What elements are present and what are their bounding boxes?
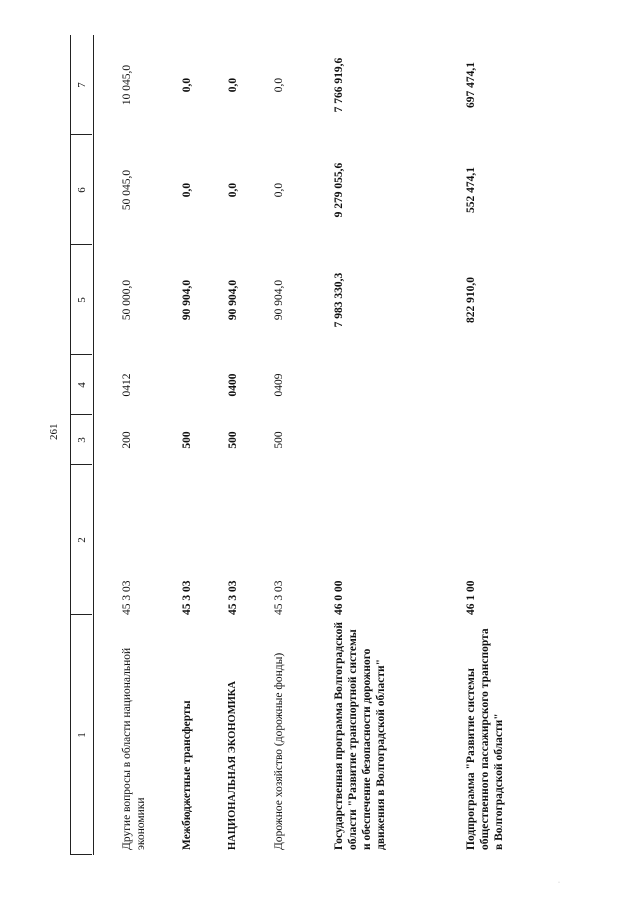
- divider: [70, 134, 92, 135]
- divider: [70, 414, 92, 415]
- divider: [70, 854, 92, 855]
- row-2-code: 45 3 03: [227, 580, 239, 615]
- row-0-name: Другие вопросы в области национальной экономики: [121, 647, 147, 850]
- row-3-section: 0409: [273, 373, 285, 397]
- row-1-v6: 0,0: [181, 182, 193, 198]
- header-col-5: 5: [70, 245, 94, 355]
- header-col-3: 3: [70, 415, 94, 465]
- divider: [70, 464, 92, 465]
- row-2-v5: 90 904,0: [227, 279, 239, 321]
- row-5-code: 46 1 00: [465, 580, 477, 615]
- row-0-v5: 50 000,0: [121, 279, 133, 321]
- row-4-name: Государственная программа Волгоградской области "Развитие транспортной системы и обеспечение безопасности дорожного движения в Волгоградской области": [333, 621, 387, 850]
- row-2-v7: 0,0: [227, 77, 239, 93]
- header-col-6: 6: [70, 135, 94, 245]
- row-0-v6: 50 045,0: [121, 169, 133, 211]
- row-1-code: 45 3 03: [181, 580, 193, 615]
- divider: [70, 354, 92, 355]
- row-5-v7: 697 474,1: [465, 62, 477, 108]
- row-4-v6: 9 279 055,6: [333, 162, 345, 218]
- header-col-2: 2: [70, 465, 94, 615]
- row-3-name: Дорожное хозяйство (дорожные фонды): [273, 652, 285, 850]
- row-2-v6: 0,0: [227, 182, 239, 198]
- budget-table: [70, 35, 570, 855]
- divider: [70, 614, 92, 615]
- header-col-7: 7: [70, 35, 94, 135]
- row-5-name: Подпрограмма "Развитие системы общественного пассажирского транспорта в Волгоградской области": [465, 628, 505, 850]
- row-3-v6: 0,0: [273, 182, 285, 198]
- row-0-section: 0412: [121, 373, 133, 397]
- row-5-v5: 822 910,0: [465, 277, 477, 323]
- row-2-vr: 500: [227, 431, 239, 449]
- row-0-v7: 10 045,0: [121, 64, 133, 106]
- row-4-code: 46 0 00: [333, 580, 345, 615]
- row-0-vr: 200: [121, 431, 133, 449]
- row-4-v5: 7 983 330,3: [333, 272, 345, 328]
- header-col-4: 4: [70, 355, 94, 415]
- row-1-name: Межбюджетные трансферты: [181, 700, 193, 850]
- row-1-v7: 0,0: [181, 77, 193, 93]
- row-3-v7: 0,0: [273, 77, 285, 93]
- row-2-name: НАЦИОНАЛЬНАЯ ЭКОНОМИКА: [227, 681, 238, 850]
- row-0-code: 45 3 03: [121, 580, 133, 615]
- row-3-code: 45 3 03: [273, 580, 285, 615]
- row-2-section: 0400: [227, 373, 239, 397]
- page-number: 261: [48, 423, 60, 440]
- row-1-v5: 90 904,0: [181, 279, 193, 321]
- row-3-v5: 90 904,0: [273, 279, 285, 321]
- row-4-v7: 7 766 919,6: [333, 57, 345, 113]
- divider: [70, 244, 92, 245]
- header-col-1: 1: [70, 615, 94, 855]
- row-1-vr: 500: [181, 431, 193, 449]
- scan-speck: ·: [558, 880, 560, 886]
- row-3-vr: 500: [273, 431, 285, 449]
- row-5-v6: 552 474,1: [465, 167, 477, 213]
